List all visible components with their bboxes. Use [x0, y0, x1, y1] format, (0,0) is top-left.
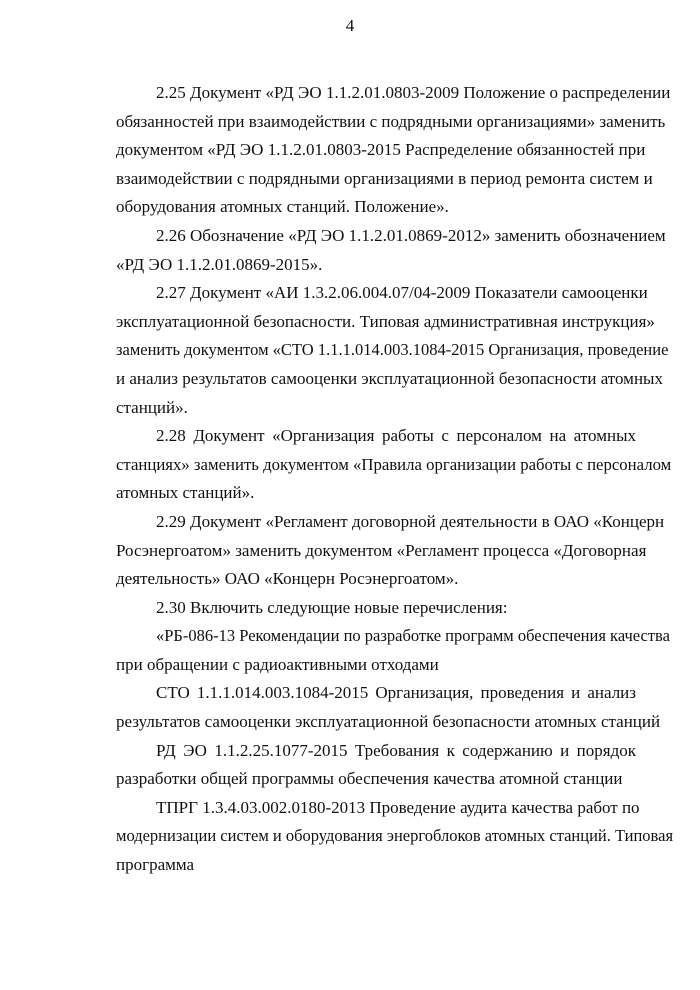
text-line: 2.27 Документ «АИ 1.3.2.06.004.07/04-2009 Показатели самооценки [156, 283, 648, 303]
text-line: РД ЭО 1.1.2.25.1077-2015 Требования к содержанию и порядок [156, 740, 636, 760]
text-line: СТО 1.1.1.014.003.1084-2015 Организация, проведения и анализ [156, 683, 636, 703]
paragraph-2-29 [76, 508, 665, 594]
text-line: 2.25 Документ «РД ЭО 1.1.2.01.0803-2009 Положение о распределении [156, 83, 671, 102]
text-line: разработки общей программы обеспечения качества атомной станции [116, 769, 623, 789]
paragraph-2-27 [76, 279, 669, 422]
list-entry-rb-086-13 [76, 622, 670, 679]
text-line: деятельность» ОАО «Концерн Росэнергоатом». [116, 569, 459, 589]
text-line: результатов самооценки эксплуатационной безопасности атомных станций [116, 712, 661, 732]
text-line: оборудования атомных станций. Положение». [116, 197, 449, 217]
text-line: «РБ-086-13 Рекомендации по разработке программ обеспечения качества [156, 626, 670, 646]
list-entry-sto-1084 [76, 679, 661, 736]
list-entry-tprg-0180 [76, 794, 674, 880]
text-line: 2.30 Включить следующие новые перечисления: [156, 597, 508, 617]
text-line: ТПРГ 1.3.4.03.002.0180-2013 Проведение аудита качества работ по [156, 797, 640, 817]
text-line: атомных станций». [116, 483, 255, 503]
text-line: и анализ результатов самооценки эксплуатационной безопасности атомных [116, 368, 663, 388]
paragraph-2-25 [76, 79, 671, 222]
text-line: документом «РД ЭО 1.1.2.01.0803-2015 Распределение обязанностей при [116, 140, 646, 160]
text-line: программа [116, 855, 195, 875]
text-line: заменить документом «СТО 1.1.1.014.003.1084-2015 Организация, проведение [116, 340, 669, 360]
text-line: 2.29 Документ «Регламент договорной деятельности в ОАО «Концерн [156, 511, 665, 531]
text-line: 2.26 Обозначение «РД ЭО 1.1.2.01.0869-2012» заменить обозначением [156, 225, 666, 245]
text-line: Росэнергоатом» заменить документом «Регламент процесса «Договорная [116, 540, 647, 560]
text-line: станциях» заменить документом «Правила организации работы с персоналом [116, 454, 672, 474]
text-line: взаимодействии с подрядными организациями в период ремонта систем и [116, 168, 653, 188]
text-line: станций». [116, 397, 188, 417]
text-line: модернизации систем и оборудования энергоблоков атомных станций. Типовая [116, 826, 674, 846]
text-line: 2.28 Документ «Организация работы с персоналом на атомных [156, 426, 636, 446]
document-body [76, 79, 674, 880]
paragraph-2-26 [76, 222, 666, 279]
text-line: эксплуатационной безопасности. Типовая административная инструкция» [116, 311, 655, 331]
paragraph-2-28 [76, 422, 672, 508]
text-line: «РД ЭО 1.1.2.01.0869-2015». [116, 254, 323, 274]
paragraph-2-30 [76, 594, 636, 623]
text-line: при обращении с радиоактивными отходами [116, 654, 439, 674]
page-number: 4 [345, 16, 355, 35]
text-line: обязанностей при взаимодействии с подрядными организациями» заменить [116, 111, 666, 131]
list-entry-rd-1077 [76, 737, 636, 794]
